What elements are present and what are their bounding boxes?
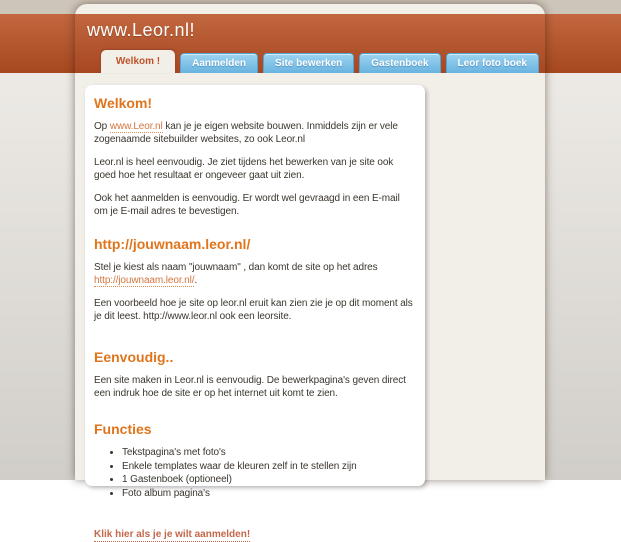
tab-site-bewerken[interactable]: Site bewerken [263, 53, 354, 73]
tab-welkom[interactable]: Welkom ! [101, 50, 175, 73]
paragraph-text: Op [94, 121, 110, 132]
site-header [75, 14, 545, 73]
tab-gastenboek[interactable]: Gastenboek [359, 53, 440, 73]
functies-heading: Functies [94, 421, 152, 437]
jouwnaam-paragraph-1 [94, 261, 416, 287]
site-body [75, 73, 545, 540]
jouwnaam-paragraph-2: Een voorbeeld hoe je site op leor.nl eruit kan zien zie je op dit moment als je dit leest. http://www.leor.nl ook een leorsite. [94, 298, 413, 322]
welkom-paragraph-2: Leor.nl is heel eenvoudig. Je ziet tijdens het bewerken van je site ook goed hoe het resultaat er ongeveer gaat uit zien. [94, 157, 394, 181]
list-item: • 1 Gastenboek (optioneel) [122, 473, 416, 487]
eenvoudig-paragraph: Een site maken in Leor.nl is eenvoudig. De bewerkpagina's geven direct een indruk hoe de site er op het internet uit komt te zien. [94, 375, 406, 399]
list-item: • Foto album pagina's [122, 487, 416, 501]
welkom-paragraph-3: Ook het aanmelden is eenvoudig. Er wordt wel gevraagd in een E-mail om je E-mail adres te bevestigen. [94, 193, 400, 217]
jouwnaam-heading: http://jouwnaam.leor.nl/ [94, 236, 251, 252]
welkom-paragraph-1 [94, 120, 416, 146]
paragraph-text: Stel je kiest als naam "jouwnaam" , dan komt de site op het adres [94, 262, 378, 273]
tab-aanmelden[interactable]: Aanmelden [180, 53, 258, 73]
link-www-leor-nl[interactable]: www.Leor.nl [109, 121, 163, 132]
functies-list [94, 446, 416, 500]
paragraph-text: kan je je eigen website bouwen. Inmiddels zijn er vele zogenaamde sitebuilder websites, zo ook Leor.nl [94, 121, 398, 145]
link-jouwnaam-leor-nl[interactable]: http://jouwnaam.leor.nl/ [94, 275, 195, 286]
site-title: www.Leor.nl! [87, 20, 196, 40]
list-item: • Tekstpagina's met foto's [122, 446, 416, 460]
site-container [75, 4, 545, 540]
paragraph-text: . [194, 275, 198, 286]
welkom-heading: Welkom! [94, 95, 153, 111]
signup-link[interactable]: Klik hier als je je wilt aanmelden! [94, 529, 251, 540]
list-item: • Enkele templates waar de kleuren zelf in te stellen zijn [122, 460, 416, 474]
tab-leor-foto-boek[interactable]: Leor foto boek [446, 53, 539, 73]
eenvoudig-heading: Eenvoudig.. [94, 349, 174, 365]
tab-bar [101, 50, 539, 73]
content-panel [85, 85, 425, 540]
